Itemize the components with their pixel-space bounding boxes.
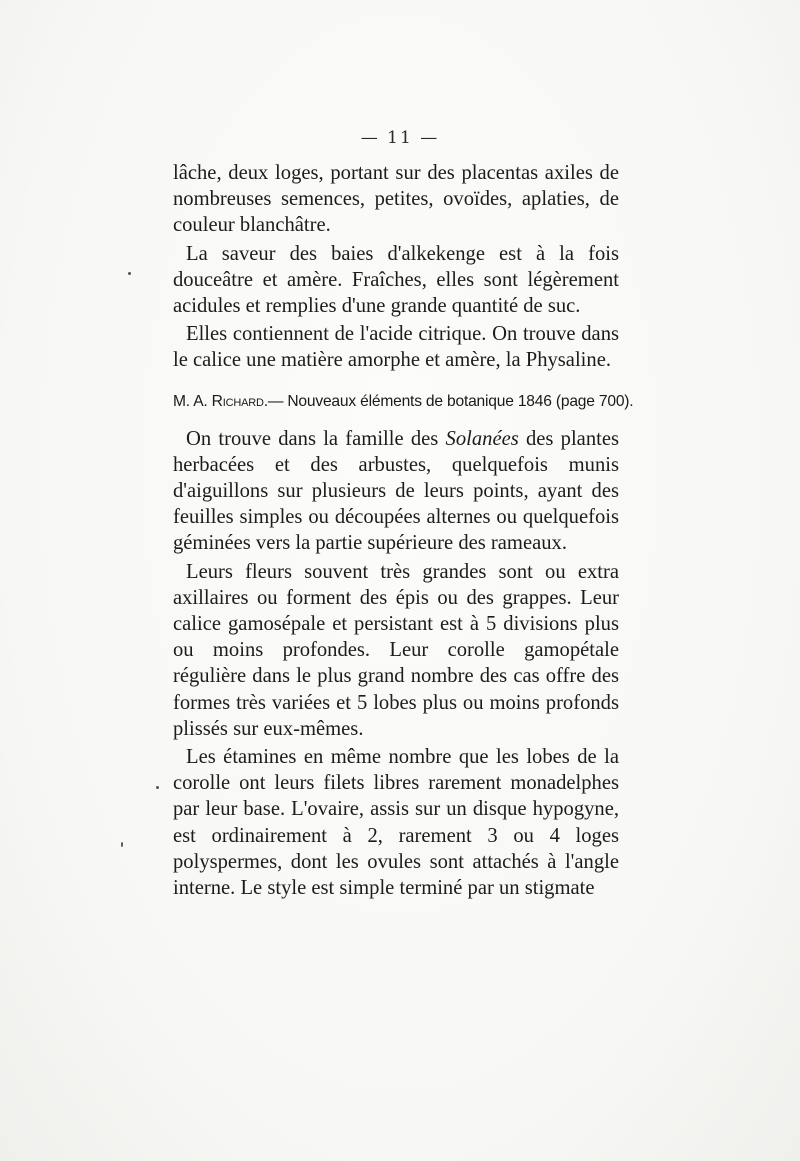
solanees-after: des plantes herbacées et des arbustes, quelquefois munis d'aiguillons sur plusieurs de leurs points, ayant des feuilles simples ou découpées alternes ou quelquefois géminées vers la partie supérieure des rameaux. <box>173 427 619 555</box>
paragraph-flavor: La saveur des baies d'alkekenge est à la fois douceâtre et amère. Fraîches, elles sont légèrement acidules et remplies d'une grande quantité de suc. <box>173 242 619 318</box>
solanees-before: On trouve dans la famille des <box>186 427 446 450</box>
scan-fleck <box>128 272 131 275</box>
body-text <box>173 160 634 903</box>
paragraph-seeds: lâche, deux loges, portant sur des placentas axiles de nombreuses semences, petites, ovoïdes, aplaties, de couleur blanchâtre. <box>173 162 619 237</box>
scan-fleck <box>156 786 159 789</box>
scan-fleck <box>121 842 123 847</box>
page-number: — 11 — <box>360 128 440 148</box>
paragraph-solanees <box>173 426 619 557</box>
citation <box>173 392 634 412</box>
citation-author: Richard <box>211 392 264 410</box>
paragraph-stamens: Les étamines en même nombre que les lobes de la corolle ont leurs filets libres rarement monadelphes par leur base. L'ovaire, assis sur un disque hypogyne, est ordinairement à 2, rarement 3 ou 4 loges polyspermes, dont les ovules sont attachés à l'angle interne. Le style est simple terminé par un stigmate <box>173 746 619 900</box>
citation-rest: .— Nouveaux éléments de botanique 1846 (page 700). <box>263 392 634 410</box>
citation-prefix: M. A. <box>173 392 212 410</box>
paragraph-flowers: Leurs fleurs souvent très grandes sont ou extra axillaires ou forment des épis ou des grappes. Leur calice gamosépale et persistant est à 5 divisions plus ou moins profondes. Leur corolle gamopétale régulière dans le plus grand nombre des cas offre des formes très variées et 5 lobes plus ou moins profonds plissés sur eux-mêmes. <box>173 560 619 740</box>
solanees-italic: Solanées <box>445 427 519 450</box>
paragraph-citric-acid: Elles contiennent de l'acide citrique. On trouve dans le calice une matière amorphe et amère, la Physaline. <box>173 323 619 372</box>
